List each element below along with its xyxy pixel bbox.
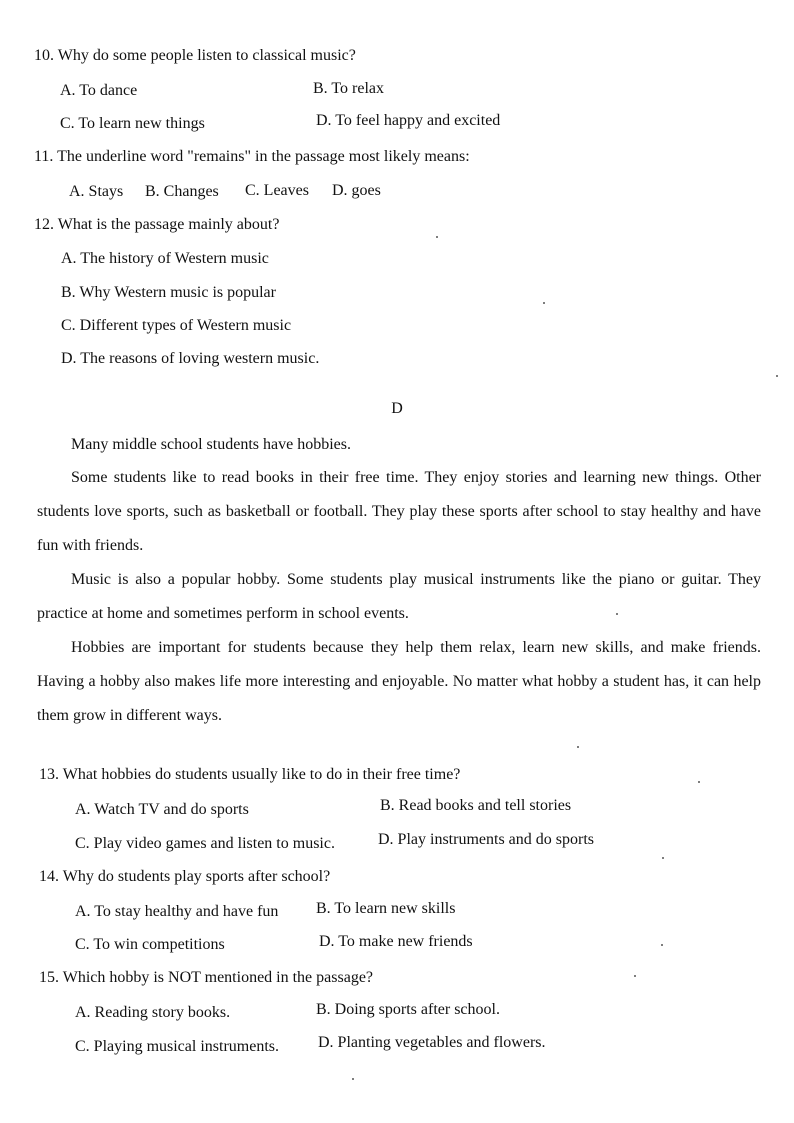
q14-option-d: D. To make new friends: [319, 933, 473, 950]
scan-speck: [634, 975, 636, 977]
q12-option-b: B. Why Western music is popular: [61, 284, 276, 301]
q11-option-a: A. Stays: [69, 183, 124, 200]
section-heading: D: [391, 400, 403, 417]
q14-option-a: A. To stay healthy and have fun: [75, 903, 279, 920]
q10-option-a: A. To dance: [60, 82, 138, 99]
q15-option-d: D. Planting vegetables and flowers.: [318, 1034, 546, 1051]
scan-speck: [698, 781, 700, 783]
passage-paragraph-1: Some students like to read books in their free time. They enjoy stories and learning new things. Other students love sports, such as basketball or football. They play these sports after school to stay healthy and have fun with friends.: [37, 469, 761, 554]
scan-speck: [543, 302, 545, 304]
q15-option-a: A. Reading story books.: [75, 1004, 231, 1021]
scan-speck: [662, 857, 664, 859]
q15-option-c: C. Playing musical instruments.: [75, 1038, 279, 1055]
q11-stem: 11. The underline word "remains" in the passage most likely means:: [34, 148, 470, 165]
q11-option-b: B. Changes: [145, 183, 219, 200]
q12-option-c: C. Different types of Western music: [61, 317, 292, 334]
q13-option-d: D. Play instruments and do sports: [378, 831, 594, 848]
q11-option-c: C. Leaves: [245, 182, 309, 199]
passage-paragraph-2: Music is also a popular hobby. Some students play musical instruments like the piano or guitar. They practice at home and sometimes perform in school events.: [37, 571, 761, 622]
scan-speck: [436, 236, 438, 238]
scan-speck: [616, 613, 618, 615]
q14-stem: 14. Why do students play sports after school?: [39, 868, 331, 885]
q15-stem: 15. Which hobby is NOT mentioned in the passage?: [39, 969, 374, 986]
scan-speck: [352, 1078, 354, 1080]
q12-stem: 12. What is the passage mainly about?: [34, 216, 280, 233]
q14-option-b: B. To learn new skills: [316, 900, 456, 917]
q13-option-a: A. Watch TV and do sports: [75, 801, 249, 818]
scan-speck: [577, 746, 579, 748]
scan-speck: [776, 375, 778, 377]
q12-option-d: D. The reasons of loving western music.: [61, 350, 320, 367]
q15-option-b: B. Doing sports after school.: [316, 1001, 500, 1018]
q10-option-d: D. To feel happy and excited: [316, 112, 501, 129]
q10-option-c: C. To learn new things: [60, 115, 205, 132]
q13-stem: 13. What hobbies do students usually like to do in their free time?: [39, 766, 461, 783]
q11-option-d: D. goes: [332, 182, 381, 199]
q13-option-c: C. Play video games and listen to music.: [75, 835, 335, 852]
q12-option-a: A. The history of Western music: [61, 250, 269, 267]
q10-stem: 10. Why do some people listen to classical music?: [34, 47, 356, 64]
passage-paragraph-3: Hobbies are important for students because they help them relax, learn new skills, and make friends. Having a hobby also makes life more interesting and enjoyable. No matter what hobby a student has, it can help them grow in different ways.: [37, 639, 761, 724]
passage-intro: Many middle school students have hobbies.: [71, 436, 351, 453]
scan-speck: [661, 944, 663, 946]
q14-option-c: C. To win competitions: [75, 936, 225, 953]
q13-option-b: B. Read books and tell stories: [380, 797, 572, 814]
q10-option-b: B. To relax: [313, 80, 385, 97]
